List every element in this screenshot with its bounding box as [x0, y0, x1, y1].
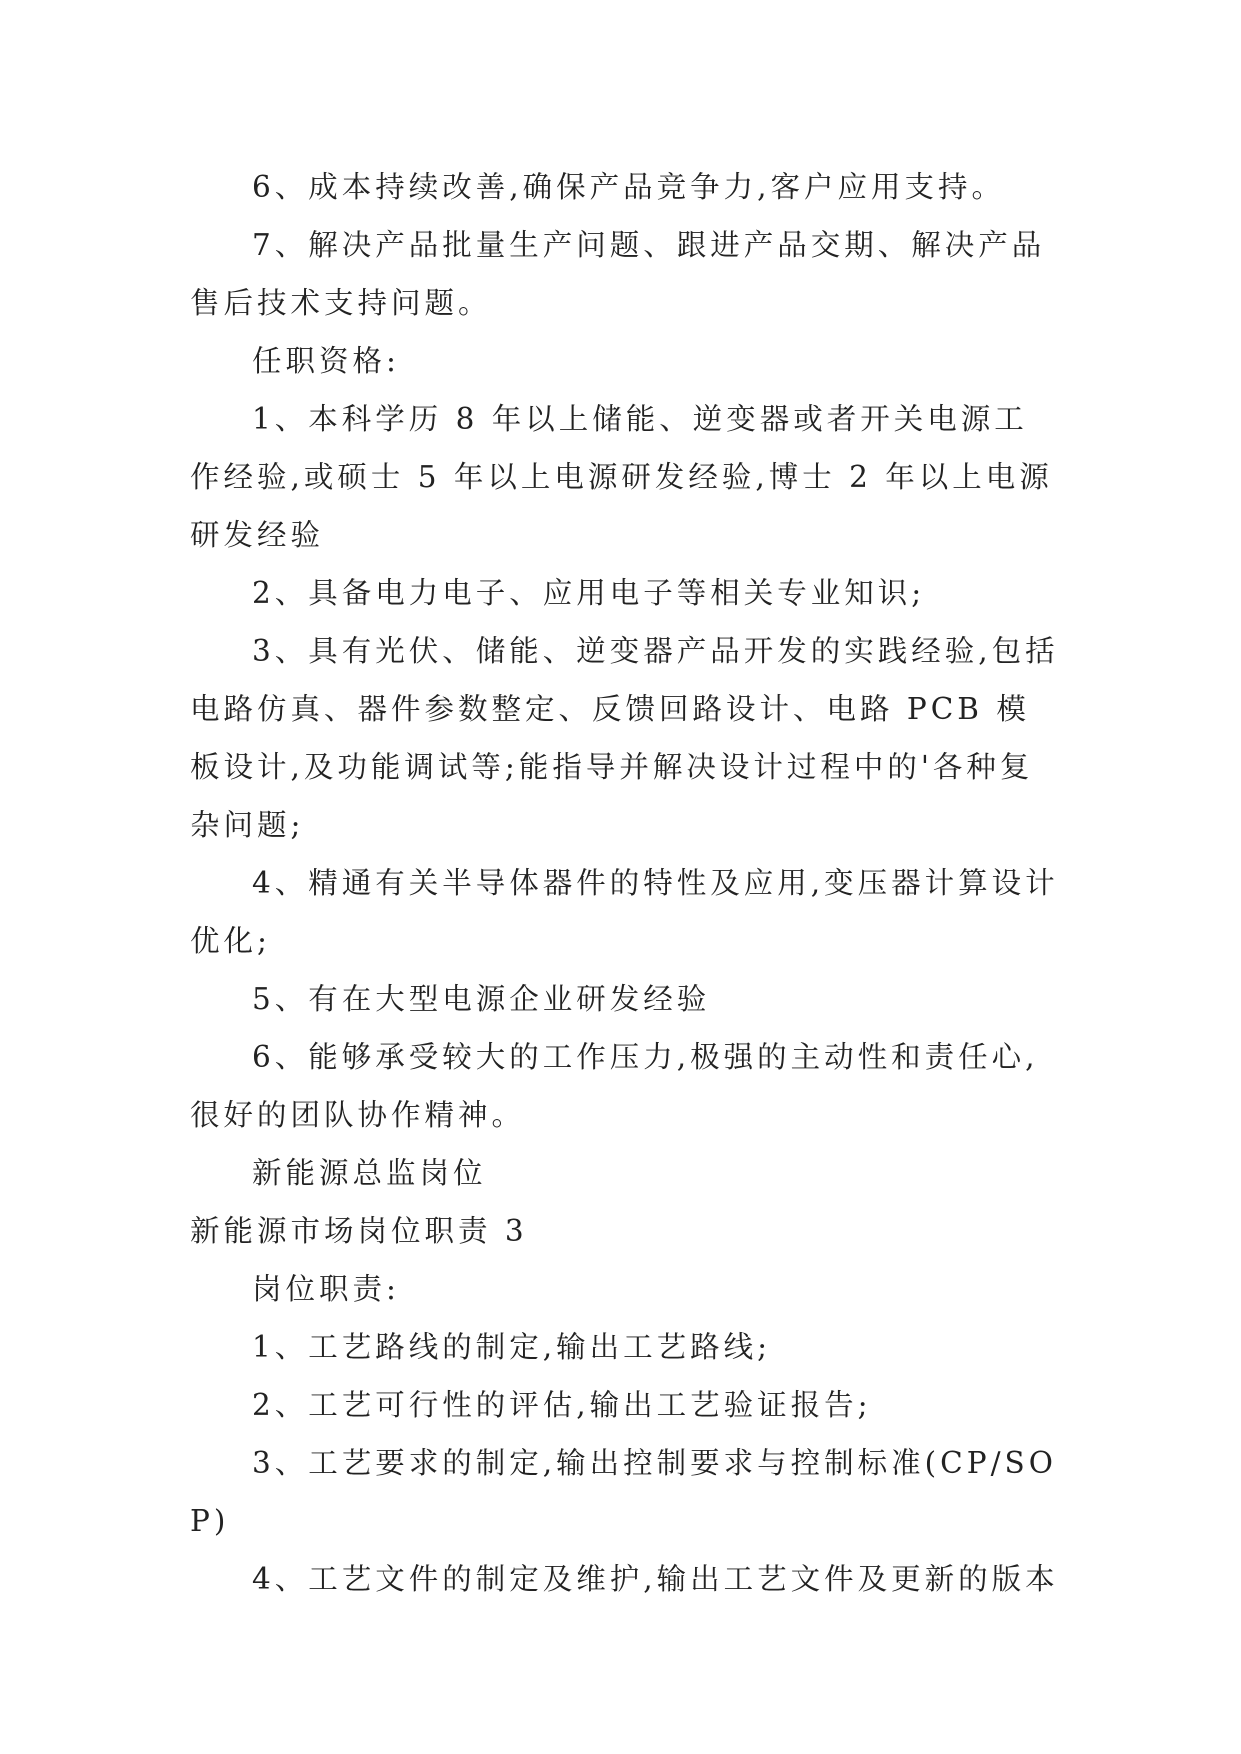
paragraph-responsibility-3: 3、工艺要求的制定,输出控制要求与控制标准(CP/SOP) [190, 1446, 1057, 1538]
heading-responsibilities: 岗位职责: [252, 1272, 400, 1306]
paragraph-responsibility-1: 1、工艺路线的制定,输出工艺路线; [252, 1330, 772, 1364]
section-title: 新能源市场岗位职责 3 [190, 1214, 528, 1248]
paragraph-responsibility-4: 4、工艺文件的制定及维护,输出工艺文件及更新的版本 [252, 1562, 1059, 1596]
heading-director-position: 新能源总监岗位 [252, 1156, 487, 1190]
heading-qualifications: 任职资格: [252, 344, 400, 378]
paragraph-qualification-6: 6、能够承受较大的工作压力,极强的主动性和责任心,很好的团队协作精神。 [190, 1040, 1039, 1132]
paragraph-qualification-2: 2、具备电力电子、应用电子等相关专业知识; [252, 576, 926, 610]
paragraph-qualification-3: 3、具有光伏、储能、逆变器产品开发的实践经验,包括电路仿真、器件参数整定、反馈回路设计、电路 PCB 模板设计,及功能调试等;能指导并解决设计过程中的'各种复杂问题; [190, 634, 1059, 842]
paragraph-qualification-4: 4、精通有关半导体器件的特性及应用,变压器计算设计优化; [190, 866, 1059, 958]
paragraph-mass-production: 7、解决产品批量生产问题、跟进产品交期、解决产品售后技术支持问题。 [190, 228, 1046, 320]
paragraph-responsibility-2: 2、工艺可行性的评估,输出工艺验证报告; [252, 1388, 872, 1422]
paragraph-cost-improvement: 6、成本持续改善,确保产品竞争力,客户应用支持。 [252, 170, 1006, 204]
paragraph-qualification-1: 1、本科学历 8 年以上储能、逆变器或者开关电源工作经验,或硕士 5 年以上电源研发经验,博士 2 年以上电源研发经验 [190, 402, 1053, 552]
paragraph-qualification-5: 5、有在大型电源企业研发经验 [252, 982, 711, 1016]
document-body [190, 158, 1060, 1608]
